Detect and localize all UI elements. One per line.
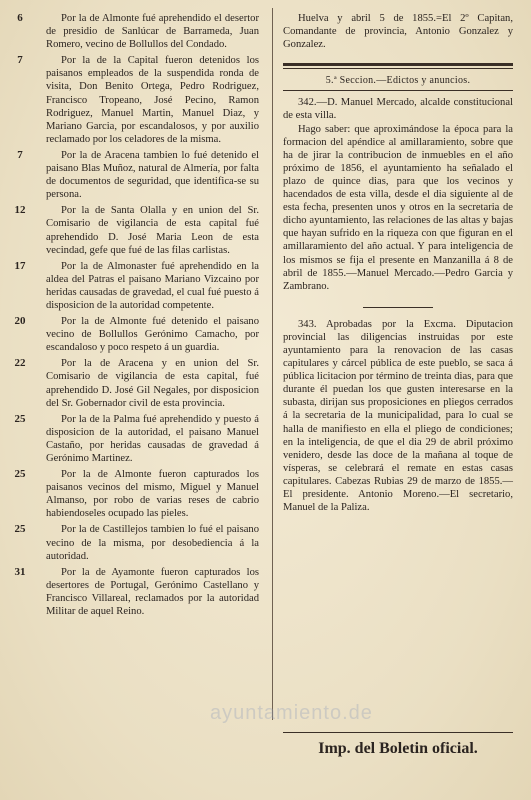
entry-day: 25 bbox=[14, 468, 26, 481]
list-item bbox=[17, 12, 259, 51]
entry-day: 7 bbox=[17, 148, 23, 161]
entry-text: Por la de Castillejos tambien lo fué el paisano vecino de la misma, por desobediencia á la autoridad. bbox=[46, 524, 259, 562]
entry-day: 17 bbox=[14, 259, 26, 272]
list-item bbox=[14, 523, 259, 562]
list-item bbox=[14, 412, 259, 465]
entry-text: Por la de Almonaster fué aprehendido en la aldea del Patras el paisano Mariano Vizcaino por heridas causadas de gravedad, el cual fué puesto á disposicion de la autoridad competente. bbox=[46, 260, 259, 311]
entry-day: 12 bbox=[14, 204, 26, 217]
signature-paragraph: Huelva y abril 5 de 1855.=El 2º Capitan, Comandante de provincia, Antonio Gonzalez y Gonzalez. bbox=[283, 13, 513, 51]
entry-text: Por la de Ayamonte fueron capturados los desertores de Portugal, Gerónimo Castellano y Francisco Villareal, reclamados por la autoridad Militar de aquel Reino. bbox=[46, 566, 259, 618]
short-divider bbox=[363, 307, 433, 308]
list-item bbox=[17, 148, 259, 201]
notice-342-title: 342.—D. Manuel Mercado, alcalde constitucional de esta villa. bbox=[283, 97, 513, 122]
entry-text: Por la de Almonte fué detenido el paisano vecino de Bollullos Gerónimo Camacho, por escandaloso y poco respeto á un guardia. bbox=[46, 316, 259, 354]
right-column bbox=[283, 12, 513, 514]
entry-text: Por la de la Capital fueron detenidos los paisanos empleados de la suspendida ronda de visita, Don Benito Ortega, Pedro Rodriguez, Francisco Tropeano, José Pecino, Ramon Rodriguez, Manuel Martin, Manuel Diaz, y Mariano Garcia, por escandalosos, y por auxilio reclamado por los celadores de la misma. bbox=[46, 55, 259, 145]
imprint-line: Imp. del Boletin oficial. bbox=[318, 740, 478, 757]
imprint-divider bbox=[283, 732, 513, 733]
thin-divider bbox=[283, 68, 513, 69]
list-item bbox=[14, 204, 259, 256]
list-item bbox=[14, 468, 259, 520]
entry-day: 31 bbox=[14, 565, 26, 578]
list-item bbox=[17, 54, 259, 146]
column-divider bbox=[272, 8, 273, 720]
entry-day: 25 bbox=[14, 523, 26, 536]
list-item bbox=[14, 565, 259, 618]
thick-divider bbox=[283, 63, 513, 66]
entry-day: 25 bbox=[14, 412, 26, 425]
entry-day: 20 bbox=[14, 315, 26, 328]
entry-text: Por la de Aracena tambien lo fué detenido el paisano Blas Muñoz, natural de Almería, por falta de documentos de seguridad, que identifica-se su persona. bbox=[46, 149, 259, 201]
list-item bbox=[14, 357, 259, 409]
list-item bbox=[14, 259, 259, 312]
entry-day: 6 bbox=[17, 12, 23, 24]
entry-day: 7 bbox=[17, 54, 23, 67]
heading-underline bbox=[283, 90, 513, 91]
entry-text: Por la de Aracena y en union del Sr. Comisario de vigilancia de esta capital, fué aprehendido D. José Gil Negales, por disposicion del Sr. Gobernador civil de esta provincia. bbox=[46, 358, 259, 409]
section-heading: 5.ª Seccion.—Edictos y anuncios. bbox=[325, 75, 471, 87]
entry-text: Por la de Santa Olalla y en union del Sr. Comisario de vigilancia de esta capital fué aprehendido D. José Maria Leon de esta vecindad, gefe que fué de las filas carlistas. bbox=[46, 205, 259, 256]
entry-text: Por la de la Palma fué aprehendido y puesto á disposicion de la autoridad, el paisano Manuel Castaño, por heridas causadas de gravedad á Gerónimo Martinez. bbox=[46, 413, 259, 464]
entry-text: Por la de Almonte fué aprehendido el desertor de presidio de Sanlúcar de Barrameda, Juan Romero, vecino de Bollullos del Condado. bbox=[46, 13, 259, 51]
left-column bbox=[14, 12, 259, 621]
section-rule bbox=[283, 63, 513, 69]
entry-day: 22 bbox=[14, 357, 26, 370]
watermark-logo: ayuntamiento.de bbox=[210, 702, 373, 724]
notice-342-body: Hago saber: que aproximándose la época para la formacion del apéndice al amillaramiento, sobre que ha de jirar la contribucion de inmuebles en el año próximo de 1856, el ayuntamiento ha señalado el plazo de quince dias, para que los vecinos y hacendados de esta villa, desde el dia siguiente al de esta fecha, presenten unos y otros en la secretaria de dicho ayuntamiento, las relaciones de las altas y bajas que hayan sufrido en la riqueza con que figuran en el amillaramiento del año actual. Y para inteligencia de los mismos se fija el presente en Manzanilla á 8 de abril de 1855.—Manuel Mercado.—Pedro Garcia y Zambrano. bbox=[283, 123, 513, 292]
entry-text: Por la de Almonte fueron capturados los paisanos vecinos del mismo, Miguel y Manuel Almanso, por robo de varias reses de cabrio habiendoseles ocupado las pieles. bbox=[46, 469, 259, 520]
notice-343-body: 343. Aprobadas por la Excma. Diputacion provincial las diligencias instruidas por este ayuntamiento para la renovacion de las casas capitulares y cárcel pública de este pueblo, se saca á pública licitacion por término de treinta dias, para que durante él puedan los que gusten interesarse en la subasta, dirijan sus proposiciones en pliegos cerrados á la secretaria de la municipalidad, para lo cual se halla de manifiesto en ella el pliego de condiciones; en la inteligencia, de que el dia 29 de abril próximo venidero, desde las doce de la mañana al toque de vísperas, se celebrará el remate en estas casas capitulares. Cabezas Rubias 29 de marzo de 1855.—El presidente. Antonio Moreno.—El secretario, Manuel de la Paliza. bbox=[283, 318, 513, 514]
list-item bbox=[14, 315, 259, 354]
